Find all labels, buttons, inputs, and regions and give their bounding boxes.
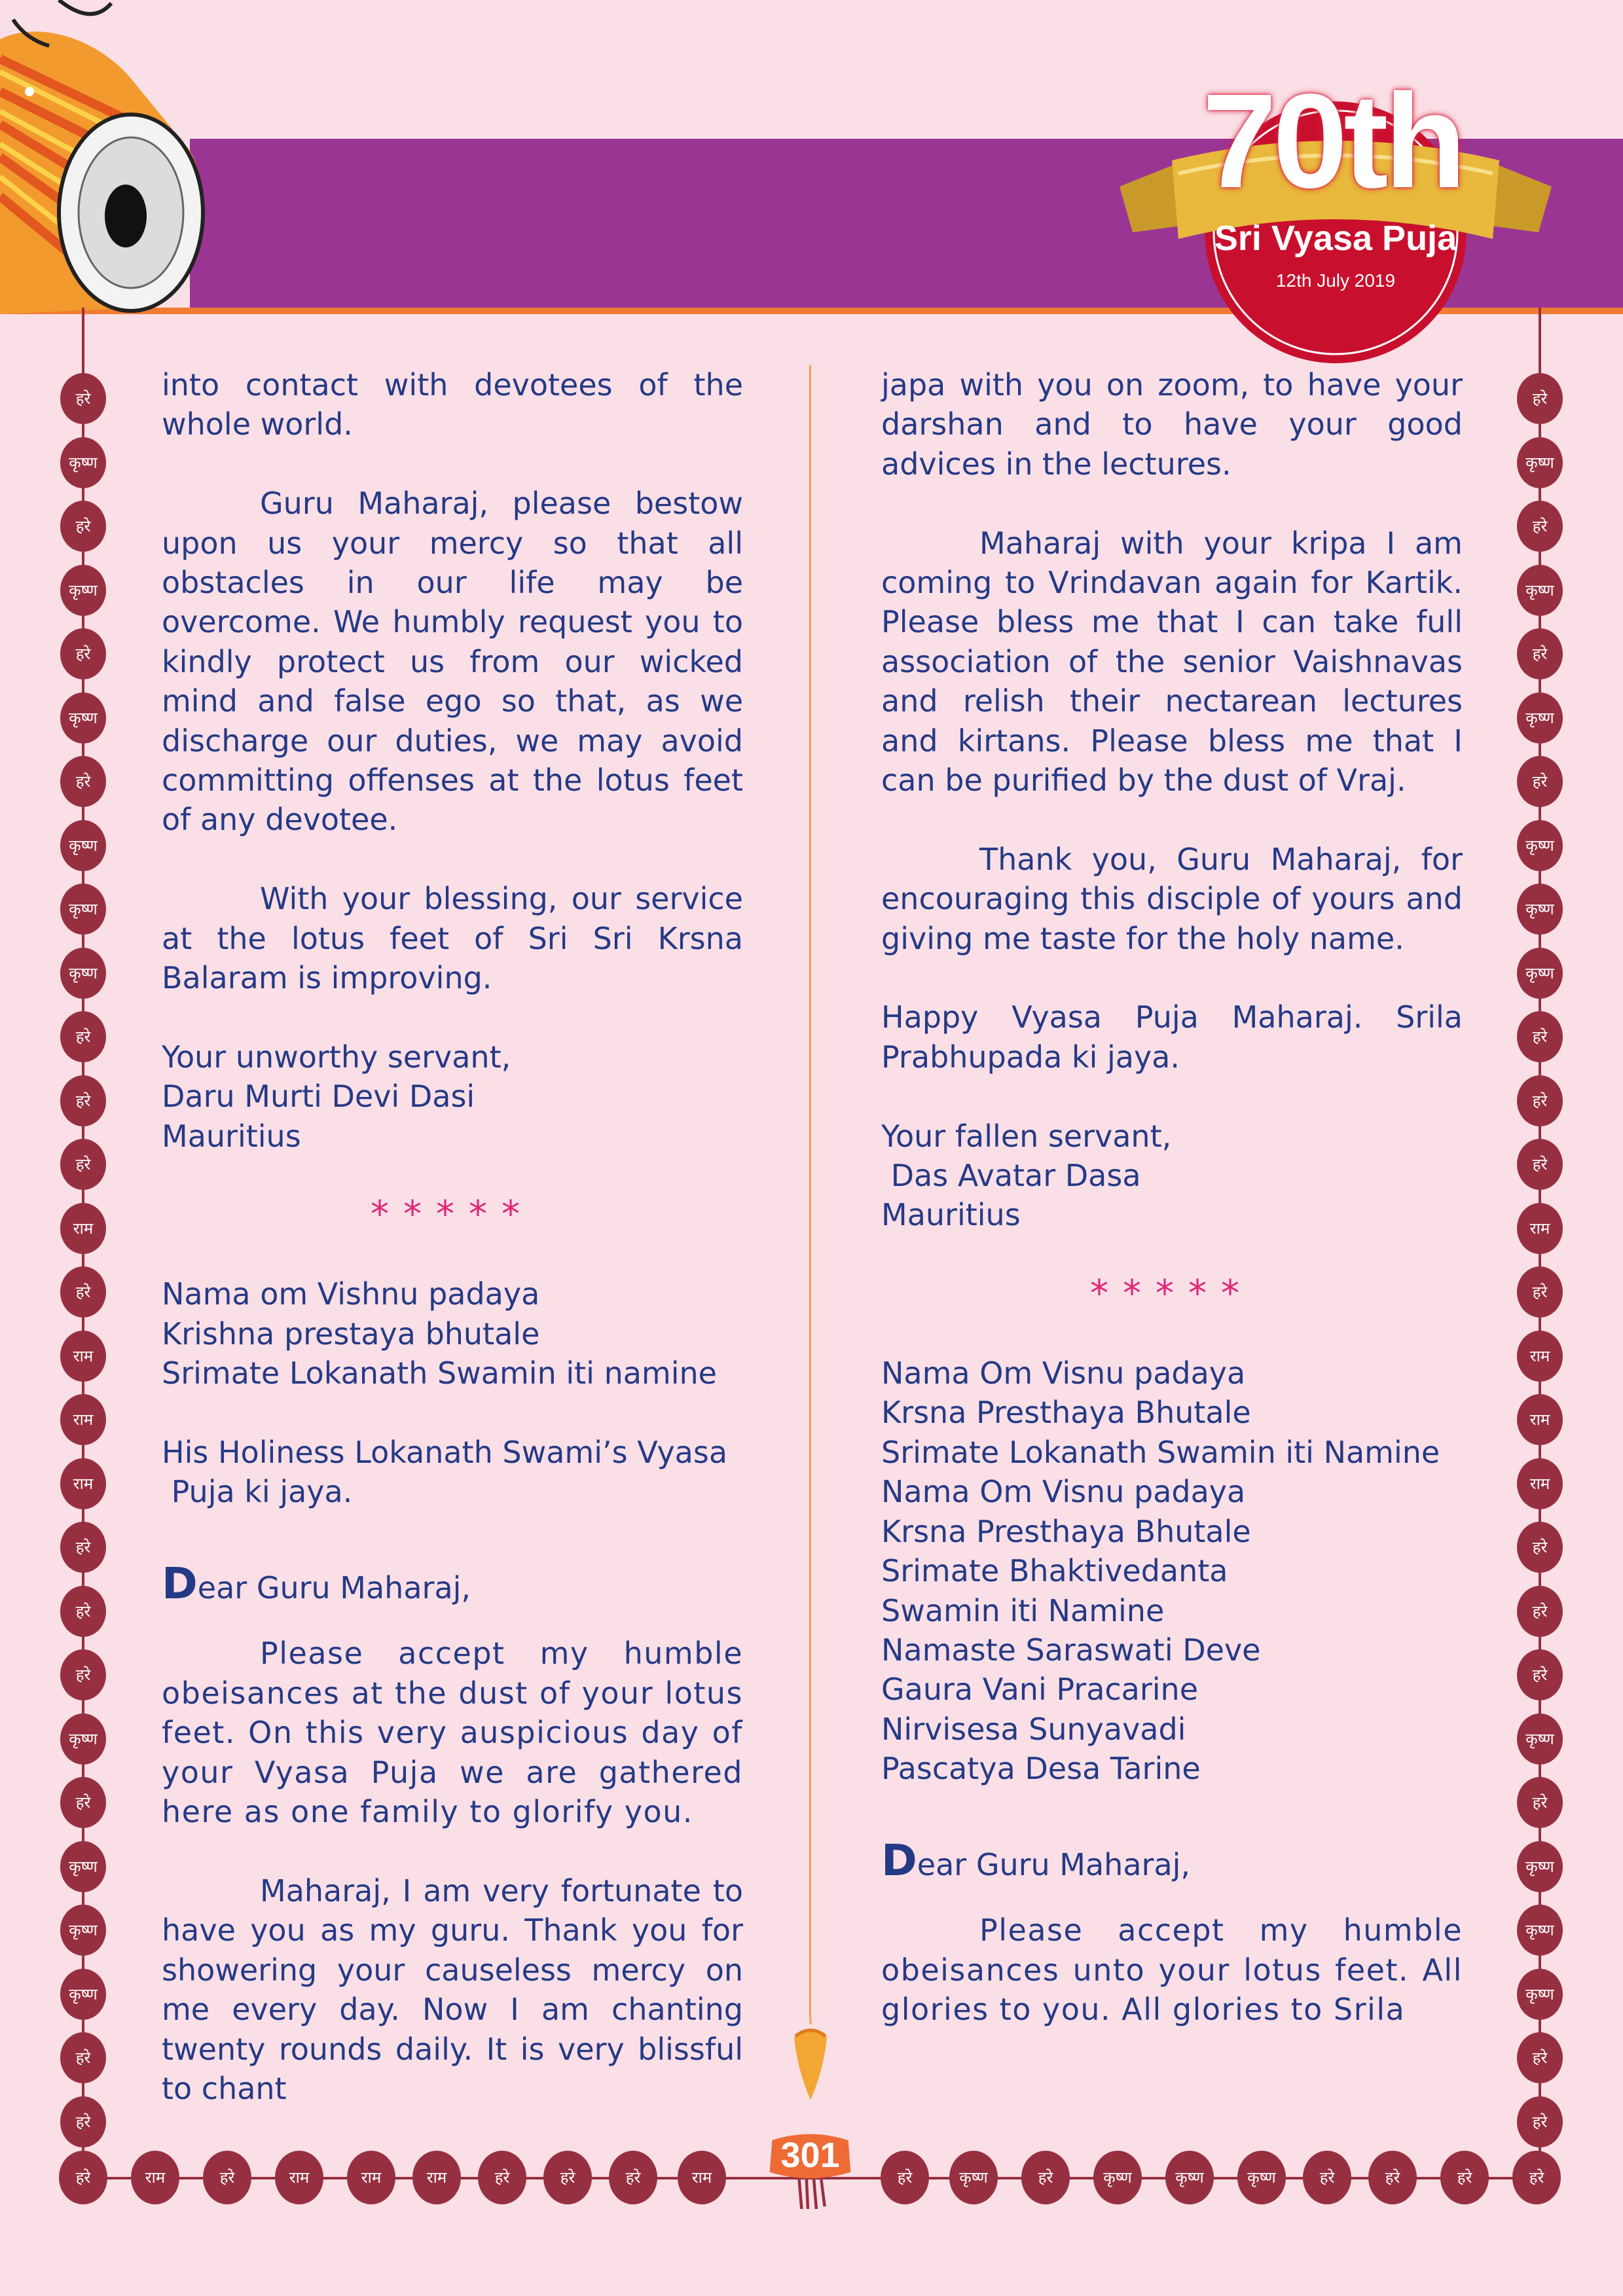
mantra-bead: हरे xyxy=(1440,2151,1489,2204)
mantra-bead: हरे xyxy=(60,501,106,552)
salutation-text: ear Guru Maharaj, xyxy=(917,1846,1191,1882)
mantra-bead: हरे xyxy=(1517,2096,1563,2147)
mantra-bead: हरे xyxy=(1021,2151,1070,2204)
mantra-bead: हरे xyxy=(60,1075,106,1126)
mantra-bead: हरे xyxy=(60,1139,106,1190)
mantra-bead: हरे xyxy=(60,2032,106,2083)
mantra-bead: राम xyxy=(1517,1458,1563,1509)
paragraph: Please accept my humble obeisances unto your lotus feet. All glories to you. All glories to Srila xyxy=(881,1912,1463,2028)
mantra-bead: कृष्ण xyxy=(1517,1969,1563,2020)
section-separator: ***** xyxy=(1090,1272,1254,1316)
section-separator: ***** xyxy=(371,1193,534,1236)
mantra-bead: हरे xyxy=(1517,1075,1563,1126)
mantra-bead: कृष्ण xyxy=(60,884,106,935)
mantra-bead: कृष्ण xyxy=(1517,692,1563,744)
mantra-bead: राम xyxy=(60,1203,106,1254)
right-column xyxy=(881,365,1463,2030)
mantra-bead: हरे xyxy=(60,756,106,807)
mantra-bead: हरे xyxy=(1517,1139,1563,1190)
mantra-bead: राम xyxy=(131,2151,179,2204)
salutation xyxy=(881,1835,1463,1886)
mantra-bead: कृष्ण xyxy=(60,1713,106,1765)
paragraph: into contact with devotees of the whole world. xyxy=(162,367,743,442)
verse-line: Krsna Presthaya Bhutale xyxy=(881,1513,1251,1549)
verse-line: Swamin iti Namine xyxy=(881,1592,1165,1628)
jaya-line: Puja ki jaya. xyxy=(162,1474,353,1510)
mantra-bead: हरे xyxy=(478,2151,526,2204)
anniversary-badge xyxy=(1106,62,1565,363)
verse-line: Nama Om Visnu padaya xyxy=(881,1355,1246,1391)
signature-place: Mauritius xyxy=(162,1118,301,1154)
mantra-bead: हरे xyxy=(1517,501,1563,552)
mantra-bead: हरे xyxy=(543,2151,592,2204)
verse-line: Krsna Presthaya Bhutale xyxy=(881,1395,1251,1431)
paragraph: Happy Vyasa Puja Maharaj. Srila Prabhupada ki jaya. xyxy=(881,999,1463,1075)
paragraph: japa with you on zoom, to have your darshan and to have your good advices in the lectures. xyxy=(881,367,1463,482)
mantra-bead: हरे xyxy=(1368,2151,1417,2204)
signature-line: Your unworthy servant, xyxy=(162,1039,511,1075)
mantra-bead: हरे xyxy=(1517,1011,1563,1062)
verse-line: Srimate Lokanath Swamin iti namine xyxy=(162,1355,717,1391)
paragraph: Thank you, Guru Maharaj, for encouraging this disciple of yours and giving me taste for the holy name. xyxy=(881,841,1463,956)
mantra-bead: कृष्ण xyxy=(1517,948,1563,999)
column-divider xyxy=(809,365,811,2018)
divider-tassel-icon xyxy=(788,2018,833,2103)
verse-line: Srimate Bhaktivedanta xyxy=(881,1553,1228,1589)
mantra-bead: राम xyxy=(60,1458,106,1509)
verse-line: Namaste Saraswati Deve xyxy=(881,1632,1261,1668)
mantra-bead: हरे xyxy=(59,2151,107,2204)
mantra-bead: कृष्ण xyxy=(1237,2151,1286,2204)
drop-cap: D xyxy=(881,1835,917,1886)
verse-line: Nama om Vishnu padaya xyxy=(162,1276,540,1312)
mantra-bead: कृष्ण xyxy=(1517,820,1563,871)
mantra-bead: राम xyxy=(347,2151,395,2204)
mridanga-drum-icon xyxy=(0,0,216,321)
mantra-bead: हरे xyxy=(60,1011,106,1062)
paragraph: Guru Maharaj, please bestow upon us your mercy so that all obstacles in our life may be overcome. We humbly request you to kindly protect us from our wicked mind and false ego so that, as we discharge our duties, we may avoid committing offenses at the lotus feet of any devotee. xyxy=(162,486,743,838)
mantra-bead: कृष्ण xyxy=(1517,565,1563,616)
mantra-bead: हरे xyxy=(60,1266,106,1318)
mantra-bead: कृष्ण xyxy=(60,1969,106,2020)
mantra-bead: हरे xyxy=(203,2151,251,2204)
mantra-bead: हरे xyxy=(60,628,106,679)
verse-line: Pascatya Desa Tarine xyxy=(881,1751,1201,1787)
mantra-bead: कृष्ण xyxy=(60,1841,106,1892)
mantra-bead: कृष्ण xyxy=(60,948,106,999)
mantra-bead: हरे xyxy=(1517,1586,1563,1637)
mantra-bead: हरे xyxy=(1517,1649,1563,1700)
drop-cap: D xyxy=(162,1558,198,1609)
mantra-bead: हरे xyxy=(1512,2151,1561,2204)
mantra-bead: हरे xyxy=(1517,628,1563,679)
mantra-bead: राम xyxy=(60,1331,106,1382)
verse-line: Nama Om Visnu padaya xyxy=(881,1474,1246,1510)
mantra-bead: कृष्ण xyxy=(1165,2151,1214,2204)
signature-line: Your fallen servant, xyxy=(881,1118,1172,1154)
mantra-bead: कृष्ण xyxy=(60,692,106,744)
salutation-text: ear Guru Maharaj, xyxy=(197,1570,471,1606)
mantra-bead: कृष्ण xyxy=(60,1905,106,1956)
salutation xyxy=(162,1558,743,1609)
mantra-bead: राम xyxy=(60,1394,106,1445)
paragraph: With your blessing, our service at the lotus feet of Sri Sri Krsna Balaram is improving. xyxy=(162,881,743,996)
mantra-bead: हरे xyxy=(1517,1777,1563,1828)
mantra-bead: हरे xyxy=(1517,373,1563,424)
mantra-bead: कृष्ण xyxy=(1517,884,1563,935)
paragraph: Please accept my humble obeisances at the dust of your lotus feet. On this very auspicious day of your Vyasa Puja we are gathered here as one family to glorify you. xyxy=(162,1636,743,1830)
mantra-bead: कृष्ण xyxy=(1093,2151,1142,2204)
badge-date: 12th July 2019 xyxy=(1275,270,1396,291)
mantra-bead: हरे xyxy=(60,2096,106,2147)
mantra-bead: हरे xyxy=(1517,1266,1563,1318)
mantra-bead: राम xyxy=(412,2151,461,2204)
mantra-bead: हरे xyxy=(1517,1522,1563,1573)
paragraph: Maharaj, I am very fortunate to have you as my guru. Thank you for showering your causeless mercy on me every day. Now I am chanting twenty rounds daily. It is very blissful to chant xyxy=(162,1873,743,2106)
mantra-bead: राम xyxy=(678,2151,726,2204)
verse-line: Nirvisesa Sunyavadi xyxy=(881,1711,1186,1747)
signature-name: Das Avatar Dasa xyxy=(881,1158,1141,1194)
mantra-bead: कृष्ण xyxy=(60,820,106,871)
badge-subtitle: Sri Vyasa Puja xyxy=(1214,219,1457,258)
mantra-bead: हरे xyxy=(60,1649,106,1700)
mantra-bead: कृष्ण xyxy=(60,565,106,616)
signature-name: Daru Murti Devi Dasi xyxy=(162,1079,475,1115)
mantra-bead: हरे xyxy=(881,2151,929,2204)
mantra-bead: राम xyxy=(1517,1394,1563,1445)
mantra-bead: कृष्ण xyxy=(1517,1841,1563,1892)
mantra-bead: हरे xyxy=(1517,2032,1563,2083)
mantra-bead: राम xyxy=(275,2151,323,2204)
mantra-bead: राम xyxy=(1517,1203,1563,1254)
signature-place: Mauritius xyxy=(881,1197,1021,1233)
verse-line: Krishna prestaya bhutale xyxy=(162,1316,540,1352)
verse-line: Gaura Vani Pracarine xyxy=(881,1672,1199,1708)
mantra-bead: कृष्ण xyxy=(1517,1713,1563,1765)
mantra-bead: हरे xyxy=(609,2151,657,2204)
paragraph: Maharaj with your kripa I am coming to Vrindavan again for Kartik. Please bless me that I can take full association of the senior Vaishnavas and relish their nectarean lectures and kirtans. Please bless me that I can be purified by the dust of Vraj. xyxy=(881,525,1463,798)
mantra-bead: हरे xyxy=(1303,2151,1351,2204)
mantra-bead: हरे xyxy=(1517,756,1563,807)
mantra-bead: हरे xyxy=(60,373,106,424)
badge-title: 70th xyxy=(1202,66,1463,216)
mantra-bead: कृष्ण xyxy=(1517,1905,1563,1956)
mantra-bead: हरे xyxy=(60,1777,106,1828)
verse-line: Srimate Lokanath Swamin iti Namine xyxy=(881,1434,1440,1470)
mantra-bead: कृष्ण xyxy=(949,2151,998,2204)
mantra-bead: कृष्ण xyxy=(1517,437,1563,488)
page-number: 301 xyxy=(780,2136,840,2175)
mantra-bead: हरे xyxy=(60,1586,106,1637)
mantra-bead: हरे xyxy=(60,1522,106,1573)
left-column xyxy=(162,365,743,2108)
mantra-bead: राम xyxy=(1517,1331,1563,1382)
mantra-bead: कृष्ण xyxy=(60,437,106,488)
jaya-line: His Holiness Lokanath Swami’s Vyasa xyxy=(162,1434,728,1470)
